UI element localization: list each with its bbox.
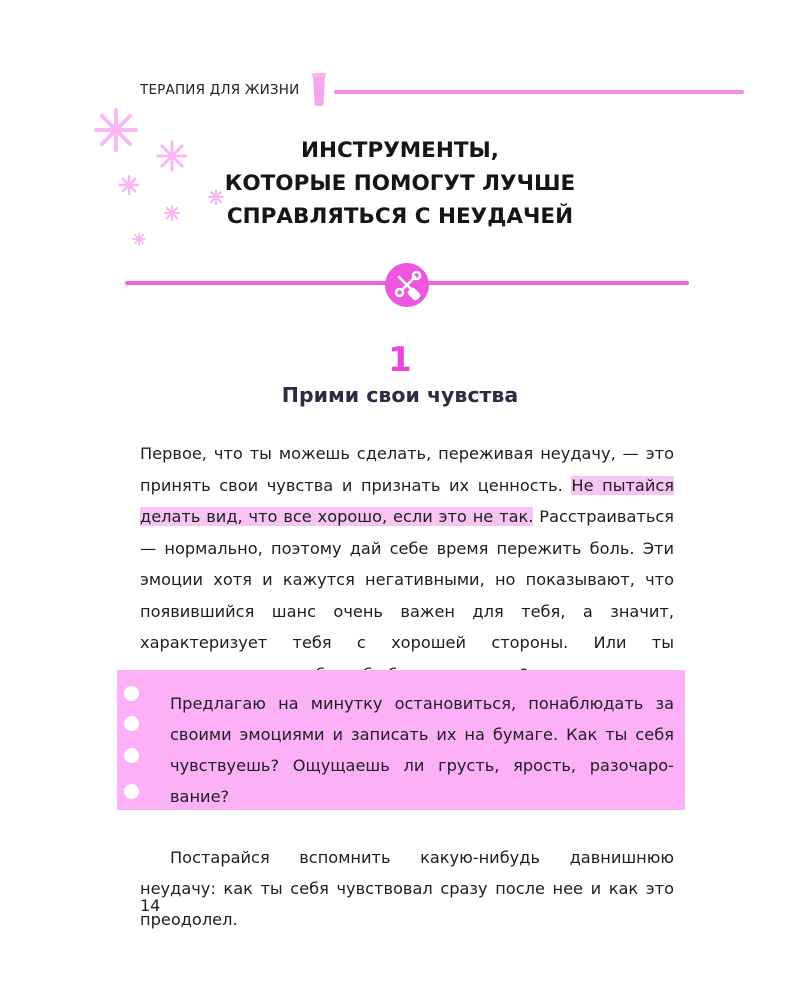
chapter-title-line: КОТОРЫЕ ПОМОГУТ ЛУЧШЕ bbox=[224, 171, 576, 196]
highlighted-text: Не пытайся делать вид, что все хорошо, если это не так. bbox=[140, 475, 674, 526]
binder-hole bbox=[124, 716, 139, 731]
binder-hole bbox=[124, 686, 139, 701]
exercise-text: Предлагаю на минутку остановиться, понаблюдать за своими эмоциями и записать их на бумаге. Как ты себя чувствуешь? Ощущаешь ли грусть, ярость, разочарование? bbox=[170, 694, 674, 806]
body-text: Первое, что ты можешь сделать, переживая неудачу, — это принять свои чувства и признать их ценность. bbox=[140, 444, 674, 495]
page-number: 14 bbox=[140, 896, 161, 915]
binder-hole bbox=[124, 784, 139, 799]
chapter-title bbox=[200, 134, 600, 233]
section-title: Прими свои чувства bbox=[281, 383, 519, 407]
chapter-title-line: ИНСТРУМЕНТЫ, bbox=[301, 138, 499, 163]
running-header: ТЕРАПИЯ ДЛЯ ЖИЗНИ bbox=[140, 82, 300, 98]
cup-icon bbox=[311, 72, 327, 108]
followup-paragraph: Постарайся вспомнить какую-нибудь давнишнюю неудачу: как ты себя чувствовал сразу после нее и как это преодолел. bbox=[140, 848, 674, 929]
header-rule bbox=[334, 90, 744, 94]
tools-badge bbox=[385, 263, 429, 307]
section-number: 1 bbox=[388, 340, 412, 380]
body-text: Расстраиваться — нормально, поэтому дай себе время пережить боль. Эти эмоции хотя и кажутся негативными, но показывают, что появившийся шанс очень важен для тебя, а значит, характеризует тебя с хорошей стороны. Или ты bbox=[140, 507, 674, 652]
divider-rule-right bbox=[427, 281, 689, 285]
tools-icon bbox=[385, 263, 429, 307]
divider-rule-left bbox=[125, 281, 387, 285]
chapter-title-line: СПРАВЛЯТЬСЯ С НЕУДАЧЕЙ bbox=[226, 204, 574, 229]
body-paragraph bbox=[140, 438, 674, 690]
binder-hole bbox=[124, 748, 139, 763]
